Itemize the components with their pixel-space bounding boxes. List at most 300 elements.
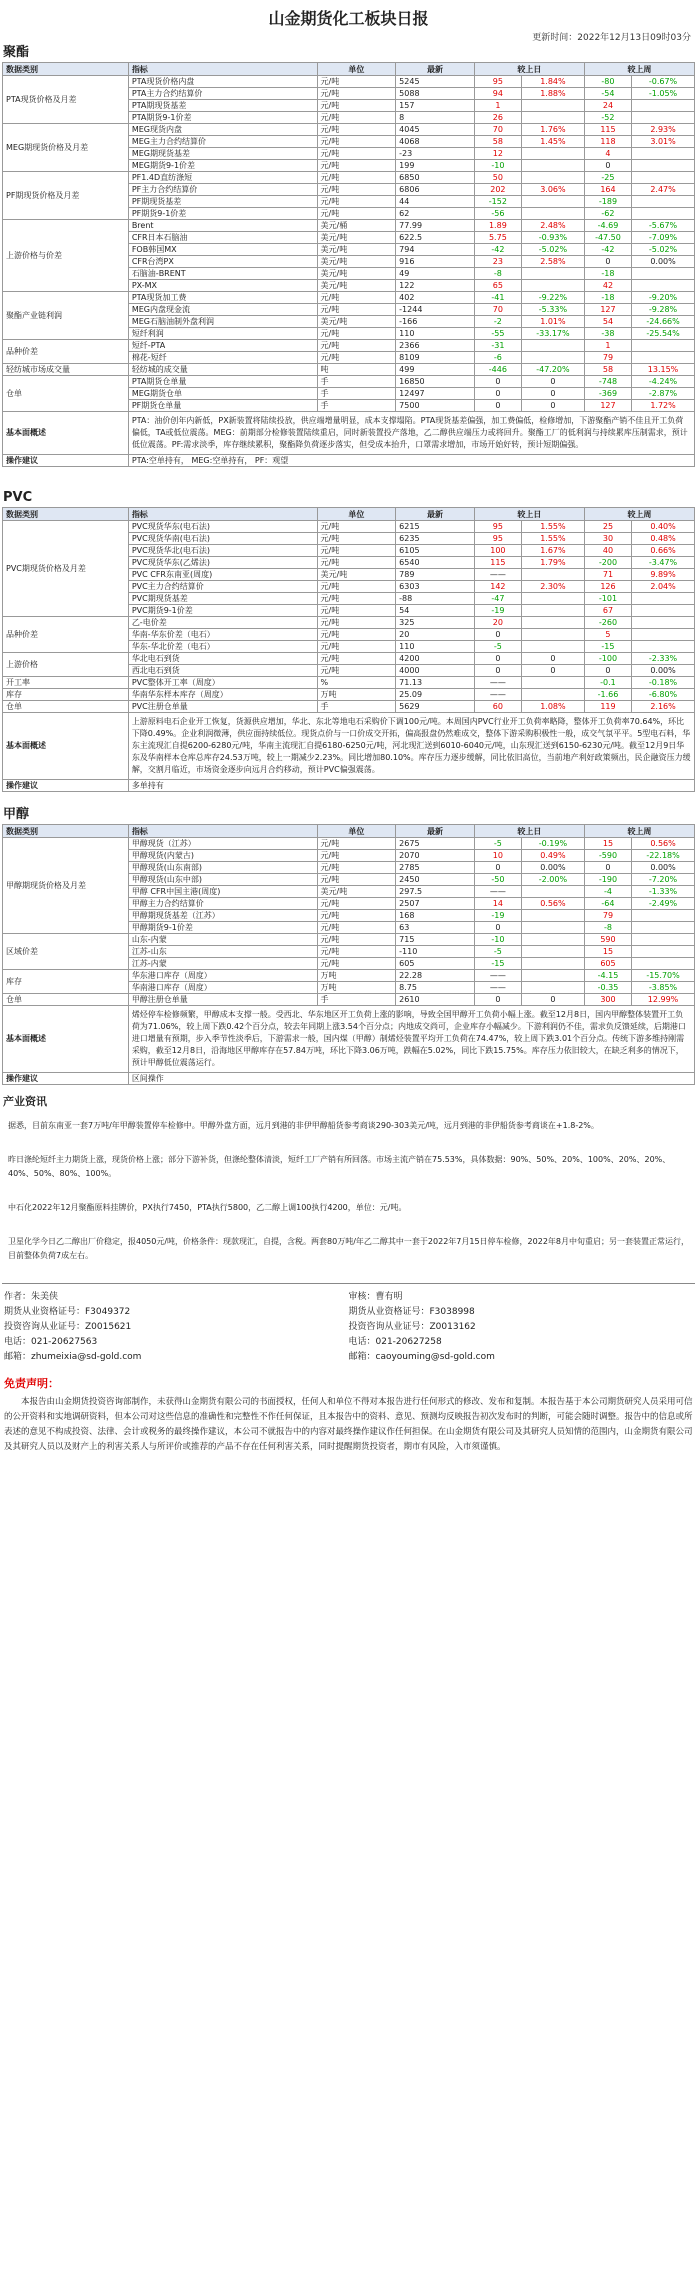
table-row — [3, 172, 695, 184]
change-cell — [632, 910, 695, 922]
change-cell: 26 — [474, 112, 521, 124]
contact-line: 作者：朱美侠 — [4, 1292, 59, 1302]
change-cell: 65 — [474, 280, 521, 292]
change-cell: 1.72% — [632, 400, 695, 412]
latest-cell: 4200 — [396, 653, 475, 665]
report-title: 山金期货化工板块日报 — [268, 9, 429, 28]
section-title: 甲醇 — [3, 807, 30, 822]
unit-cell: 元/吨 — [317, 838, 396, 850]
unit-cell: 美元/吨 — [317, 232, 396, 244]
indicator-cell: PVC主力合约结算价 — [128, 581, 317, 593]
change-cell — [632, 340, 695, 352]
table-header — [3, 825, 695, 838]
unit-cell: % — [317, 677, 396, 689]
indicator-cell: PF期货9-1价差 — [128, 208, 317, 220]
header-cell: 最新 — [396, 63, 475, 76]
change-cell: -15 — [584, 641, 631, 653]
change-cell: 1.79% — [521, 557, 584, 569]
change-cell: 0 — [584, 665, 631, 677]
change-cell: —— — [474, 689, 521, 701]
latest-cell: 6806 — [396, 184, 475, 196]
change-cell — [521, 268, 584, 280]
summary-text: PTA：油价创年内新低，PX新装置将陆续投放，供应端增量明显，成本支撑塌陷。PTA现货基差偏强，加工费偏低，检修增加，下游聚酯产销不佳且开工负荷偏低，TA或低位震荡。MEG：前期部分检修装置陆续重启，同时新装置投产落地，乙二醇供应端压力或将回升。聚酯工厂的低利润与持续累库压制需求，预计低位震荡。PF:需求淡季，库存继续累积，聚酯降负荷逐步落实，但受成本抬升，口罩需求增加，市场开始好转，预计短期偏强。 — [128, 412, 694, 455]
unit-cell: 手 — [317, 376, 396, 388]
header-cell: 最新 — [396, 825, 475, 838]
change-cell: 0.56% — [521, 898, 584, 910]
table-row — [3, 376, 695, 388]
change-cell: -1.05% — [632, 88, 695, 100]
unit-cell: 美元/吨 — [317, 886, 396, 898]
unit-cell: 元/吨 — [317, 196, 396, 208]
indicator-cell: PVC现货华南(电石法) — [128, 533, 317, 545]
indicator-cell: 西北电石到货 — [128, 665, 317, 677]
indicator-cell: 江苏-内蒙 — [128, 958, 317, 970]
unit-cell: 元/吨 — [317, 100, 396, 112]
change-cell: 2.30% — [521, 581, 584, 593]
latest-cell: 7500 — [396, 400, 475, 412]
unit-cell: 元/吨 — [317, 340, 396, 352]
category-cell: 仓单 — [3, 376, 129, 412]
change-cell — [632, 352, 695, 364]
change-cell: -5.33% — [521, 304, 584, 316]
change-cell: 0 — [521, 388, 584, 400]
unit-cell: 元/吨 — [317, 946, 396, 958]
latest-cell: 157 — [396, 100, 475, 112]
indicator-cell: 甲醇主力合约结算价 — [128, 898, 317, 910]
summary-label: 基本面概述 — [3, 412, 129, 455]
change-cell: -0.35 — [584, 982, 631, 994]
change-cell: 95 — [474, 533, 521, 545]
reviewer-contact — [349, 1290, 694, 1365]
summary-text: 烯烃停车检修频繁，甲醇成本支撑一般。受西北、华东地区开工负荷上涨的影响，导致全国甲醇开工负荷小幅上涨。截至12月8日，国内甲醇整体装置开工负荷为71.06%，较上周下跌0.42个百分点，较去年同期上涨3.54个百分点；内地成交尚可，企业库存小幅减少。下游利润仍不佳，需求负反馈延续，后期港口进口增量有预期，步入季节性淡季后，下游需求一般，国内煤（甲醇）制烯烃装置平均开工负荷在74.47%，较上周下跌3.01个百分点。传统下游多维持刚需采购，截至12月8日，沿海地区甲醇库存在57.84万吨，环比下降3.06万吨，跌幅在5.02%，同比下跌15.75%。库存压力依旧较大，在缺乏利多的情况下，预计甲醇低位震荡运行。 — [128, 1006, 694, 1073]
change-cell — [632, 280, 695, 292]
change-cell: 5 — [584, 629, 631, 641]
change-cell: -2.33% — [632, 653, 695, 665]
latest-cell: -88 — [396, 593, 475, 605]
change-cell — [521, 340, 584, 352]
unit-cell: 吨 — [317, 364, 396, 376]
change-cell: -2.87% — [632, 388, 695, 400]
header-cell: 较上日 — [474, 63, 584, 76]
change-cell: -9.22% — [521, 292, 584, 304]
unit-cell: 元/吨 — [317, 850, 396, 862]
change-cell: 0 — [474, 994, 521, 1006]
change-cell: -19 — [474, 605, 521, 617]
change-cell: -55 — [474, 328, 521, 340]
unit-cell: 元/吨 — [317, 172, 396, 184]
unit-cell: 元/吨 — [317, 557, 396, 569]
latest-cell: -23 — [396, 148, 475, 160]
header-cell: 单位 — [317, 508, 396, 521]
latest-cell: 20 — [396, 629, 475, 641]
unit-cell: 美元/吨 — [317, 569, 396, 581]
change-cell: -4.15 — [584, 970, 631, 982]
change-cell: 0 — [474, 388, 521, 400]
change-cell: -2 — [474, 316, 521, 328]
change-cell: -6 — [474, 352, 521, 364]
change-cell: 1.67% — [521, 545, 584, 557]
change-cell — [632, 629, 695, 641]
contact-line: 电话：021-20627563 — [4, 1337, 98, 1347]
change-cell: -3.47% — [632, 557, 695, 569]
latest-cell: 5629 — [396, 701, 475, 713]
header-cell: 指标 — [128, 508, 317, 521]
indicator-cell: 山东-内蒙 — [128, 934, 317, 946]
change-cell: 79 — [584, 910, 631, 922]
change-cell: 20 — [474, 617, 521, 629]
latest-cell: 16850 — [396, 376, 475, 388]
table-row — [3, 76, 695, 88]
advice-row — [3, 455, 695, 467]
indicator-cell: 短纤利润 — [128, 328, 317, 340]
indicator-cell: Brent — [128, 220, 317, 232]
change-cell: -15 — [474, 958, 521, 970]
change-cell: 1.76% — [521, 124, 584, 136]
change-cell: 0 — [521, 653, 584, 665]
latest-cell: 25.09 — [396, 689, 475, 701]
indicator-cell: PTA现货加工费 — [128, 292, 317, 304]
change-cell: 79 — [584, 352, 631, 364]
change-cell — [632, 934, 695, 946]
sections-container — [0, 44, 697, 1085]
indicator-cell: PTA主力合约结算价 — [128, 88, 317, 100]
latest-cell: 297.5 — [396, 886, 475, 898]
latest-cell: 63 — [396, 922, 475, 934]
change-cell: -52 — [584, 112, 631, 124]
indicator-cell: PTA期货仓单量 — [128, 376, 317, 388]
change-cell — [632, 160, 695, 172]
change-cell: -5 — [474, 641, 521, 653]
change-cell: 100 — [474, 545, 521, 557]
unit-cell: 美元/吨 — [317, 244, 396, 256]
change-cell: -25.54% — [632, 328, 695, 340]
summary-label: 基本面概述 — [3, 713, 129, 780]
unit-cell: 元/吨 — [317, 617, 396, 629]
change-cell: -9.28% — [632, 304, 695, 316]
change-cell: 0.00% — [632, 665, 695, 677]
change-cell: 1.01% — [521, 316, 584, 328]
change-cell: -47.20% — [521, 364, 584, 376]
latest-cell: 6850 — [396, 172, 475, 184]
change-cell: 12.99% — [632, 994, 695, 1006]
indicator-cell: 轻纺城的成交量 — [128, 364, 317, 376]
latest-cell: 6540 — [396, 557, 475, 569]
unit-cell: 元/吨 — [317, 581, 396, 593]
change-cell: -446 — [474, 364, 521, 376]
category-cell: 轻纺城市场成交量 — [3, 364, 129, 376]
indicator-cell: PVC期现货基差 — [128, 593, 317, 605]
change-cell: -33.17% — [521, 328, 584, 340]
change-cell: -41 — [474, 292, 521, 304]
change-cell: -7.09% — [632, 232, 695, 244]
header-cell: 较上日 — [474, 825, 584, 838]
change-cell: -5.02% — [521, 244, 584, 256]
indicator-cell: PF1.4D直纺涤短 — [128, 172, 317, 184]
change-cell — [521, 605, 584, 617]
unit-cell: 美元/桶 — [317, 220, 396, 232]
news-item: 据悉，目前东南亚一套7万吨/年甲醇装置停车检修中。甲醇外盘方面，远月到港的非伊甲醇船货参考商谈290-303美元/吨，远月到港的非伊船货参考商谈在+1.8-2%。 — [8, 1121, 599, 1130]
change-cell: 9.89% — [632, 569, 695, 581]
change-cell — [632, 641, 695, 653]
indicator-cell: 江苏-山东 — [128, 946, 317, 958]
divider — [2, 1283, 695, 1284]
latest-cell: -166 — [396, 316, 475, 328]
change-cell: -0.1 — [584, 677, 631, 689]
change-cell: -62 — [584, 208, 631, 220]
indicator-cell: MEG主力合约结算价 — [128, 136, 317, 148]
change-cell: 1.55% — [521, 533, 584, 545]
change-cell — [521, 946, 584, 958]
category-cell: 库存 — [3, 689, 129, 701]
unit-cell: 元/吨 — [317, 88, 396, 100]
change-cell: 40 — [584, 545, 631, 557]
section-title: PVC — [3, 490, 33, 505]
change-cell: -38 — [584, 328, 631, 340]
indicator-cell: 甲醇现货(山东南部) — [128, 862, 317, 874]
latest-cell: 110 — [396, 641, 475, 653]
change-cell: 67 — [584, 605, 631, 617]
latest-cell: -110 — [396, 946, 475, 958]
latest-cell: 622.5 — [396, 232, 475, 244]
header-cell: 单位 — [317, 63, 396, 76]
change-cell — [632, 958, 695, 970]
change-cell: 1.08% — [521, 701, 584, 713]
data-table — [2, 824, 695, 1085]
change-cell: -5.67% — [632, 220, 695, 232]
indicator-cell: 甲醇注册仓单量 — [128, 994, 317, 1006]
change-cell — [632, 196, 695, 208]
advice-label: 操作建议 — [3, 780, 129, 792]
latest-cell: 2785 — [396, 862, 475, 874]
unit-cell: 万吨 — [317, 970, 396, 982]
change-cell: -369 — [584, 388, 631, 400]
change-cell: —— — [474, 982, 521, 994]
change-cell: 0.49% — [521, 850, 584, 862]
change-cell: 54 — [584, 316, 631, 328]
change-cell — [632, 946, 695, 958]
change-cell: 58 — [584, 364, 631, 376]
change-cell: -54 — [584, 88, 631, 100]
change-cell — [521, 970, 584, 982]
indicator-cell: 甲醇现货（江苏） — [128, 838, 317, 850]
change-cell — [521, 641, 584, 653]
contact-line: 期货从业资格证号：F3038998 — [348, 1307, 475, 1317]
table-row — [3, 994, 695, 1006]
header-cell: 数据类别 — [3, 63, 129, 76]
section-1 — [0, 489, 697, 792]
table-row — [3, 292, 695, 304]
change-cell: 590 — [584, 934, 631, 946]
latest-cell: 2610 — [396, 994, 475, 1006]
unit-cell: 手 — [317, 994, 396, 1006]
change-cell — [521, 196, 584, 208]
change-cell — [521, 982, 584, 994]
latest-cell: 499 — [396, 364, 475, 376]
change-cell: 15 — [584, 838, 631, 850]
change-cell: -22.18% — [632, 850, 695, 862]
change-cell — [632, 605, 695, 617]
change-cell: -10 — [474, 160, 521, 172]
unit-cell: 元/吨 — [317, 922, 396, 934]
latest-cell: 6235 — [396, 533, 475, 545]
latest-cell: 789 — [396, 569, 475, 581]
unit-cell: 万吨 — [317, 689, 396, 701]
change-cell: 13.15% — [632, 364, 695, 376]
contact-line: 电话：021-20627258 — [348, 1337, 442, 1347]
change-cell: 2.47% — [632, 184, 695, 196]
indicator-cell: CFR日本石脑油 — [128, 232, 317, 244]
unit-cell: 元/吨 — [317, 184, 396, 196]
unit-cell: 元/吨 — [317, 653, 396, 665]
change-cell: 3.06% — [521, 184, 584, 196]
indicator-cell: PVC CFR东南亚(周度) — [128, 569, 317, 581]
latest-cell: 5245 — [396, 76, 475, 88]
summary-label: 基本面概述 — [3, 1006, 129, 1073]
latest-cell: 22.28 — [396, 970, 475, 982]
category-cell: 聚酯产业链利润 — [3, 292, 129, 340]
table-row — [3, 653, 695, 665]
latest-cell: 8109 — [396, 352, 475, 364]
change-cell: 2.48% — [521, 220, 584, 232]
change-cell: -8 — [584, 922, 631, 934]
change-cell — [632, 593, 695, 605]
latest-cell: 6303 — [396, 581, 475, 593]
change-cell: 0 — [474, 922, 521, 934]
change-cell: 0.00% — [632, 862, 695, 874]
indicator-cell: PX-MX — [128, 280, 317, 292]
category-cell: 甲醇期现货价格及月差 — [3, 838, 129, 934]
change-cell: -2.00% — [521, 874, 584, 886]
table-row — [3, 340, 695, 352]
change-cell — [521, 934, 584, 946]
indicator-cell: 甲醇 CFR中国主港(周度) — [128, 886, 317, 898]
unit-cell: 元/吨 — [317, 328, 396, 340]
unit-cell: 元/吨 — [317, 629, 396, 641]
change-cell: 0 — [521, 400, 584, 412]
indicator-cell: PTA期货9-1价差 — [128, 112, 317, 124]
disclaimer-text: 本报告由山金期货投资咨询部制作，未获得山金期货有限公司的书面授权，任何人和单位不得对本报告进行任何形式的修改、发布和复制。本报告基于本公司期货研究人员采用可信的公开资料和实地调研资料，但本公司对这些信息的准确性和完整性不作任何保证，且本报告中的资料、意见、预测均反映报告初次发布时的判断，可能会随时调整。报告中的信息或所表述的意见不构成投资、法律、会计或税务的最终操作建议，本公司不就报告中的内容对最终操作建议作任何担保。在山金期货有限公司及其研究人员知情的范围内，山金期货有限公司及其研究人员以及财产上的利害关系人与所评价或推荐的产品不存在任何利害关系，同时提醒期货投资者，期市有风险，入市须谨慎。 — [4, 1397, 693, 1452]
indicator-cell: PVC现货华北(电石法) — [128, 545, 317, 557]
change-cell: -4.24% — [632, 376, 695, 388]
category-cell: PVC期现货价格及月差 — [3, 521, 129, 617]
latest-cell: 4000 — [396, 665, 475, 677]
unit-cell: 元/吨 — [317, 352, 396, 364]
change-cell — [521, 593, 584, 605]
change-cell: 60 — [474, 701, 521, 713]
change-cell: -5 — [474, 946, 521, 958]
change-cell: 25 — [584, 521, 631, 533]
unit-cell: 元/吨 — [317, 862, 396, 874]
latest-cell: 4045 — [396, 124, 475, 136]
latest-cell: 605 — [396, 958, 475, 970]
header-cell: 数据类别 — [3, 508, 129, 521]
change-cell — [632, 148, 695, 160]
category-cell: 上游价格 — [3, 653, 129, 677]
category-cell: 仓单 — [3, 994, 129, 1006]
change-cell: -189 — [584, 196, 631, 208]
change-cell: 0 — [474, 653, 521, 665]
change-cell: -18 — [584, 292, 631, 304]
change-cell: 23 — [474, 256, 521, 268]
latest-cell: 54 — [396, 605, 475, 617]
change-cell: -4 — [584, 886, 631, 898]
latest-cell: 122 — [396, 280, 475, 292]
change-cell: —— — [474, 886, 521, 898]
update-time: 更新时间：2022年12月13日09时03分 — [532, 33, 691, 43]
category-cell: 区域价差 — [3, 934, 129, 970]
change-cell: 95 — [474, 76, 521, 88]
change-cell: -6.80% — [632, 689, 695, 701]
latest-cell: 402 — [396, 292, 475, 304]
latest-cell: 71.13 — [396, 677, 475, 689]
change-cell: -47 — [474, 593, 521, 605]
category-cell: 仓单 — [3, 701, 129, 713]
change-cell: 70 — [474, 124, 521, 136]
change-cell: 0 — [584, 862, 631, 874]
contact-line: 邮箱：caoyouming@sd-gold.com — [348, 1352, 495, 1362]
change-cell: 0 — [474, 376, 521, 388]
indicator-cell: 短纤-PTA — [128, 340, 317, 352]
change-cell: 2.93% — [632, 124, 695, 136]
contact-line: 期货从业资格证号：F3049372 — [4, 1307, 131, 1317]
change-cell: 95 — [474, 521, 521, 533]
unit-cell: 万吨 — [317, 982, 396, 994]
change-cell: 4 — [584, 148, 631, 160]
change-cell: 300 — [584, 994, 631, 1006]
indicator-cell: MEG石脑油制外盘利润 — [128, 316, 317, 328]
indicator-cell: 棉花-短纤 — [128, 352, 317, 364]
change-cell — [521, 148, 584, 160]
change-cell: -260 — [584, 617, 631, 629]
change-cell: 126 — [584, 581, 631, 593]
change-cell: -25 — [584, 172, 631, 184]
contact-line: 投资咨询从业证号：Z0013162 — [348, 1322, 476, 1332]
table-row — [3, 220, 695, 232]
summary-row — [3, 412, 695, 455]
change-cell: 118 — [584, 136, 631, 148]
change-cell: -5 — [474, 838, 521, 850]
change-cell: 0 — [521, 665, 584, 677]
category-cell: 品种价差 — [3, 617, 129, 653]
change-cell: 1.88% — [521, 88, 584, 100]
change-cell — [521, 160, 584, 172]
indicator-cell: MEG现货内盘 — [128, 124, 317, 136]
header-cell: 数据类别 — [3, 825, 129, 838]
header-cell: 指标 — [128, 63, 317, 76]
change-cell — [521, 112, 584, 124]
change-cell — [521, 910, 584, 922]
change-cell: —— — [474, 677, 521, 689]
change-cell: -19 — [474, 910, 521, 922]
change-cell: 12 — [474, 148, 521, 160]
section-0 — [0, 44, 697, 467]
indicator-cell: 石脑油-BRENT — [128, 268, 317, 280]
unit-cell: 元/吨 — [317, 304, 396, 316]
change-cell: 50 — [474, 172, 521, 184]
latest-cell: 916 — [396, 256, 475, 268]
disclaimer-title: 免责声明： — [4, 1377, 59, 1390]
change-cell: 0.56% — [632, 838, 695, 850]
change-cell: -18 — [584, 268, 631, 280]
change-cell: 0 — [474, 862, 521, 874]
latest-cell: 110 — [396, 328, 475, 340]
advice-row — [3, 780, 695, 792]
news-title: 产业资讯 — [3, 1095, 47, 1108]
unit-cell: 美元/吨 — [317, 280, 396, 292]
indicator-cell: MEG期现货基差 — [128, 148, 317, 160]
indicator-cell: PVC注册仓单量 — [128, 701, 317, 713]
header-cell: 单位 — [317, 825, 396, 838]
